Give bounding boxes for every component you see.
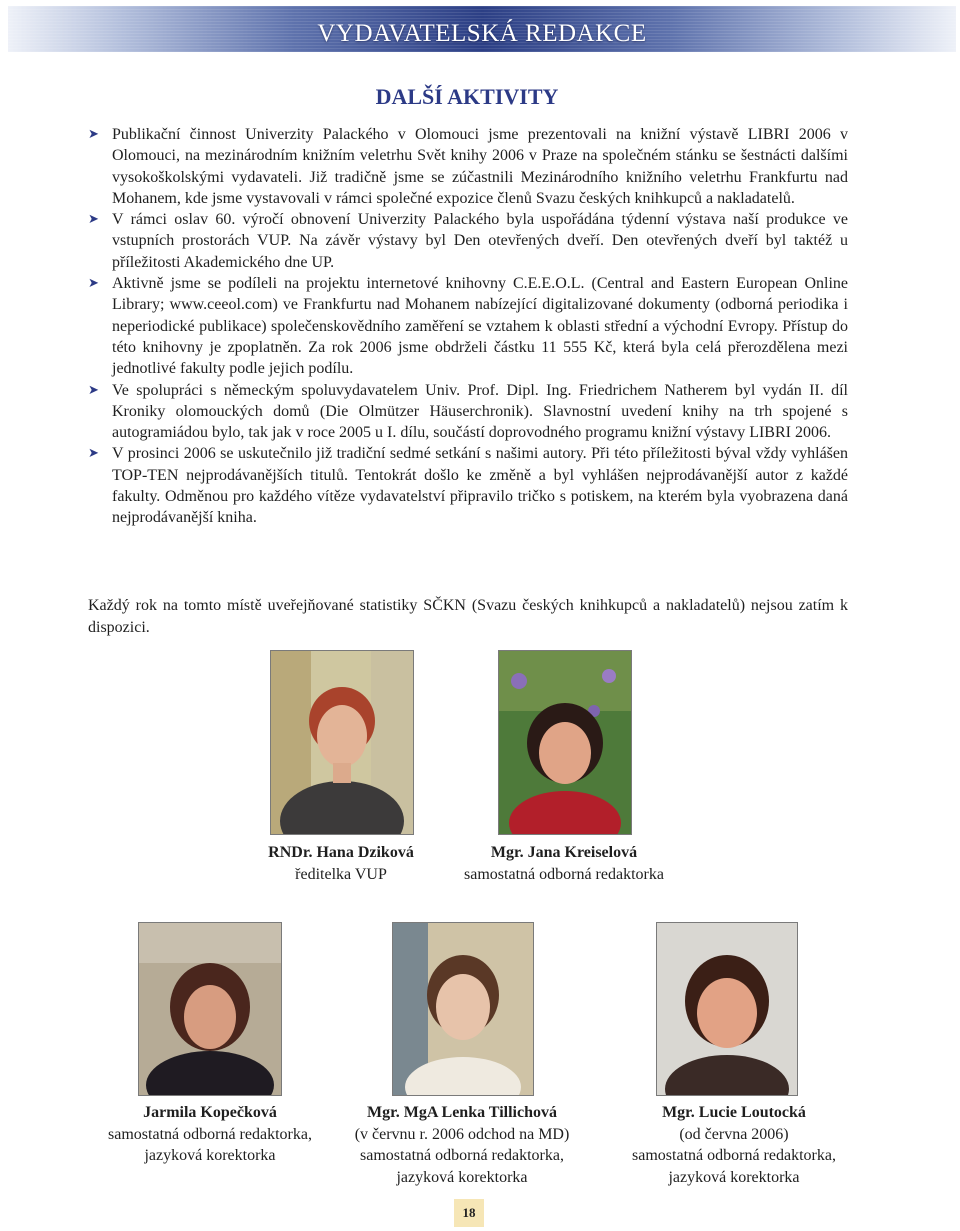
- bullet-text: V rámci oslav 60. výročí obnovení Univerzity Palackého byla uspořádána týdenní výstava naší produkce ve vstupních prostorách VUP. Na závěr výstavy byl Den otevřených dveří. Den otevřených dveří byl taktéž u příležitosti Akademického dne UP.: [112, 211, 848, 271]
- person-role: samostatná odborná redaktorka,: [632, 1147, 836, 1164]
- bullet-text: Publikační činnost Univerzity Palackého v Olomouci jsme prezentovali na knižní výstavě LIBRI 2006 v Olomouci, na mezinárodním knižním veletrhu Svět knihy 2006 v Praze na společném stánku se šestnácti dalšími vysokoškolskými vydavateli. Již tradičně jsme se zúčastnili Mezinárodního knižního veletrhu Frankfurtu nad Mohanem, kde jsme vystavovali v rámci společné expozice členů Svazu českých knihkupců a nakladatelů.: [112, 126, 848, 207]
- person-name: RNDr. Hana Dziková: [268, 844, 414, 861]
- header-banner: [8, 6, 956, 52]
- bullet-text: Aktivně jsme se podíleli na projektu internetové knihovny C.E.E.O.L. (Central and Eastern European Online Library; www.ceeol.com) ve Frankfurtu nad Mohanem nabízející digitalizované dokumenty (odborná periodika i neperiodické publikace) společenskovědního zaměření se vztahem k oblasti střední a východní Evropy. Přístup do této knihovny je zpoplatněn. Za rok 2006 jsme obdrželi částku 11 555 Kč, která byla celá přerozdělena mezi jednotlivé fakulty podle jejich podílu.: [112, 275, 848, 378]
- person-name: Mgr. Lucie Loutocká: [662, 1104, 806, 1121]
- person-role: jazyková korektorka: [668, 1168, 800, 1186]
- caption-kreiselova: [444, 842, 684, 885]
- person-role: jazyková korektorka: [144, 1147, 276, 1164]
- page-number: 18: [454, 1199, 484, 1227]
- person-role: (v červnu r. 2006 odchod na MD): [354, 1125, 570, 1143]
- person-role: (od června 2006): [679, 1125, 789, 1143]
- person-role: ředitelka VUP: [295, 865, 387, 883]
- person-role: samostatná odborná redaktorka,: [108, 1125, 312, 1143]
- portrait-photo-kopeckova: [138, 922, 282, 1096]
- caption-kopeckova: [85, 1102, 335, 1167]
- list-item: [88, 443, 848, 528]
- person-role: samostatná odborná redaktorka: [464, 865, 664, 883]
- person-name: Jarmila Kopečková: [143, 1104, 277, 1121]
- list-item: [88, 124, 848, 209]
- portrait-photo-loutocka: [656, 922, 798, 1096]
- portrait-photo-tillichova: [392, 922, 534, 1096]
- list-item: [88, 380, 848, 444]
- bullet-text: V prosinci 2006 se uskutečnilo již tradiční sedmé setkání s našimi autory. Při této příležitosti býval vždy vyhlášen TOP-TEN nejprodávanějších titulů. Tentokrát došlo ke změně a byl vyhlášen nejprodávanější autor z každé fakulty. Odměnou pro každého vítěze vydavatelství připravilo tričko s potiskem, na kterém byla vyobrazena daná nejprodávanější kniha.: [112, 445, 848, 527]
- list-item: [88, 273, 848, 379]
- person-name: Mgr. Jana Kreiselová: [490, 844, 638, 861]
- caption-dzikova: [231, 842, 451, 885]
- person-role: jazyková korektorka: [396, 1168, 528, 1186]
- caption-tillichova: [322, 1102, 602, 1188]
- arrow-bullet-icon: ➤: [88, 212, 99, 228]
- statistics-note: Každý rok na tomto místě uveřejňované statistiky SČKN (Svazu českých knihkupců a nakladatelů) nejsou zatím k dispozici.: [88, 597, 848, 636]
- activities-list: [88, 124, 848, 529]
- banner-title: VYDAVATELSKÁ REDAKCE: [317, 20, 647, 47]
- arrow-bullet-icon: ➤: [88, 382, 99, 398]
- portrait-photo-kreiselova: [498, 650, 632, 835]
- bullet-text: Ve spolupráci s německým spoluvydavatelem Univ. Prof. Dipl. Ing. Friedrichem Natherem byl vydán II. díl Kroniky olomouckých domů (Die Olmützer Häuserchronik). Slavnostní uvedení knihy na trh spojené s autogramiádou bylo, tak jak v roce 2005 u I. dílu, součástí doprovodného programu knižní výstavy LIBRI 2006.: [112, 381, 848, 442]
- arrow-bullet-icon: ➤: [88, 276, 99, 292]
- section-title: DALŠÍ AKTIVITY: [375, 84, 559, 109]
- person-name: Mgr. MgA Lenka Tillichová: [367, 1104, 557, 1121]
- portrait-photo-dzikova: [270, 650, 414, 835]
- person-role: samostatná odborná redaktorka,: [360, 1147, 564, 1164]
- caption-loutocka: [606, 1102, 862, 1188]
- list-item: [88, 209, 848, 273]
- arrow-bullet-icon: ➤: [88, 127, 99, 142]
- arrow-bullet-icon: ➤: [88, 446, 99, 462]
